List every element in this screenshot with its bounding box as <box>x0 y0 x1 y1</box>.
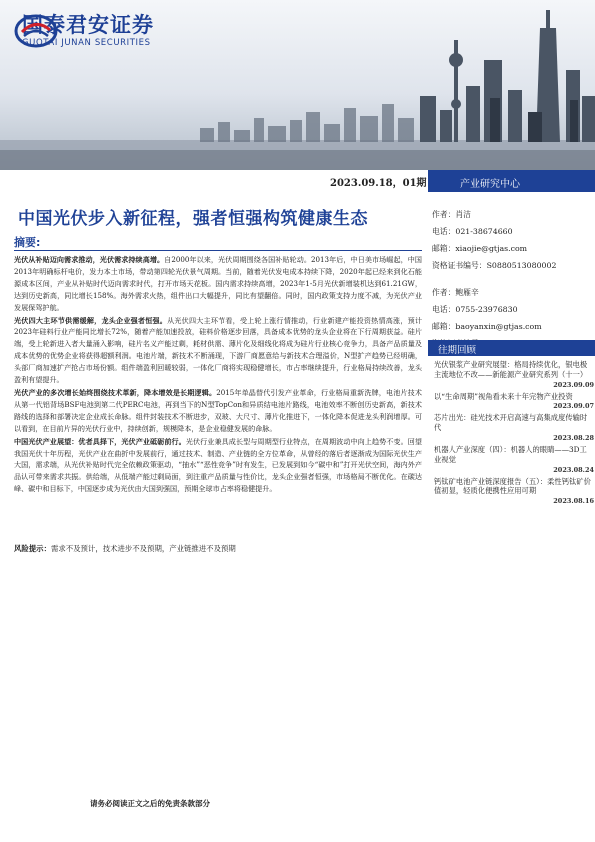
risk-text: 需求不及预计，技术进步不及预期，产业链推进不及预期 <box>50 544 236 553</box>
history-list <box>434 360 594 508</box>
summary-paragraph: 光伏四大主环节供需缓解，龙头企业强者恒强。从光伏四大主环节看，受上轮上涨行情推动，行业新建产能投资热情高涨，预计2023年硅料行业产能同比增长72%，随着产能加速投放，硅料价格逐步回落，具备成本优势的龙头企业将在下行周期获益。硅片端，受上轮新进入者大量涌入影响，硅片名义产能过剩，耗材供需、薄片化及细线化将成为硅片行业核心竞争力，具备产品质量及成本优势的优势企业将获得超额利润。电池片端，新技术不断涌现，下游厂商愿意给与新技术合理溢价，N型扩产趋势已经明确，头部厂商加速扩产抢占市场份额。组件端盈利回暖较弱，一体化厂商将实现稳健增长，市占率继续提升，行业格局持续改善，龙头盈利有望提升。 <box>14 315 423 385</box>
summary-label: 摘要: <box>14 236 41 249</box>
history-date: 2023.09.07 <box>553 402 594 411</box>
author-email[interactable]: 邮箱：baoyanxin@gtjas.com <box>432 322 542 331</box>
disclaimer-footer: 请务必阅读正文之后的免责条款部分 <box>90 799 210 808</box>
author-phone: 电话：021-38674660 <box>432 227 513 236</box>
history-item[interactable]: 机器人产业深度（四）：机器人的眼睛——3D工业视觉 2023.08.24 <box>434 444 594 474</box>
summary-paragraph: 光伏从补贴迈向需求推动，光伏需求持续高增。自2000年以来，光伏周期围绕各国补贴轮动。2013年后，中日美市场崛起，中国2013年明确标杆电价，发力本土市场，带动第四轮光伏景气周期。当前，随着光伏发电成本持续下降，2020年起已经来到化石能源成本区间，产业从补贴时代迈向需求时代，打开市场天花板。国内需求持续高增，2023年1-5月光伏新增装机达到61.21GW，达到历史新高，同比增长158%。海外需求火热，组件出口大幅提升，同比有望翻倍。同时，国内政策支持力度不减，为光伏产业发展保驾护航。 <box>14 255 423 312</box>
summary-paragraph: 中国光伏产业展望：优者具择下，光伏产业砥砺前行。光伏行业兼具成长型与周期型行业特点，在周期波动中向上趋势不变。回望我国光伏十年历程，光伏产业在曲折中发展前行，通过技术、制造、产业链的全方位革命，从曾经的落后者逐渐成为国际光伏生产大国，需求端，从光伏补贴时代完全依赖政策驱动，“抽水”“恶性竞争”时有发生，已发展到如今“碳中和”打开光伏空间，海内外产品认可带来需求共振。供给端，从低端产能过剩局面，到注重产品质量与性价比，龙头企业强者恒强，市场格局不断优化。在碳达峰、碳中和目标下，中国逐步成为光伏由大国到强国，预期全球市占率将稳健提升。 <box>14 436 423 494</box>
history-date: 2023.08.28 <box>553 433 594 442</box>
department-banner <box>428 170 595 192</box>
brand-name-en: GUOTAI JUNAN SECURITIES <box>22 38 151 48</box>
author-name: 作者：肖洁 <box>432 210 471 219</box>
history-item[interactable]: 以“生命周期”视角看未来十年完物产业投资 2023.09.07 <box>434 391 594 411</box>
history-date: 2023.09.09 <box>553 380 594 389</box>
hero-banner <box>0 0 595 170</box>
risk-warning <box>14 543 422 554</box>
brand-name-cn: 国泰君安证券 <box>22 13 154 37</box>
report-title: 中国光伏步入新征程，强者恒强构筑健康生态 <box>18 209 368 229</box>
author-cert: 资格证书编号：S0880513080002 <box>432 261 557 270</box>
author-info <box>432 206 592 352</box>
logo-mark-icon <box>14 14 58 48</box>
history-label: 往期回顾 <box>438 345 477 356</box>
history-item[interactable]: 芯片出光：硅光技术开启高速与高集成度传输时代 2023.08.28 <box>434 413 594 442</box>
brand-logo <box>14 14 154 48</box>
history-date: 2023.08.16 <box>553 497 594 506</box>
summary-body <box>14 254 422 496</box>
summary-divider <box>14 250 422 251</box>
history-item[interactable]: 光伏银浆产业研究展望：格局持续优化，银电极主流地位不改——新能源产业研究系列（十一） 2023.09.09 <box>434 360 594 389</box>
author-name: 作者：鲍雁辛 <box>432 288 479 297</box>
department-label: 产业研究中心 <box>460 179 520 190</box>
issue-date: 2023.09.18，01期 <box>330 178 427 189</box>
author-email[interactable]: 邮箱：xiaojie@gtjas.com <box>432 244 528 253</box>
history-item[interactable]: 钙钛矿电池产业链深度报告（五）：柔性钙钛矿价值初显，轻质化便携性应用可期 2023.08.16 <box>434 476 594 506</box>
author-phone: 电话：0755-23976830 <box>432 305 518 314</box>
summary-paragraph: 光伏产业的多次增长始终围绕技术革新，降本增效是长期逻辑。2015年单晶替代引发产业革命，行业格局重新洗牌，电池片技术从第一代铝背场BSF电池到第二代PERC电池，再到当下的N型TopCon和异质结电池片路线，电池效率不断创历史新高，新技术路线的选择和部署决定企业成长命脉。组件封装技术不断进步，双玻、大尺寸、薄片化推进下，一体化降本促进龙头利润增厚。可以看到，在目前片异的光伏行业中，持续创新，规模降本，是企业稳健发展的命脉。 <box>14 387 422 433</box>
history-date: 2023.08.24 <box>553 465 594 474</box>
history-banner <box>428 340 595 356</box>
risk-label: 风险提示： <box>14 544 51 553</box>
